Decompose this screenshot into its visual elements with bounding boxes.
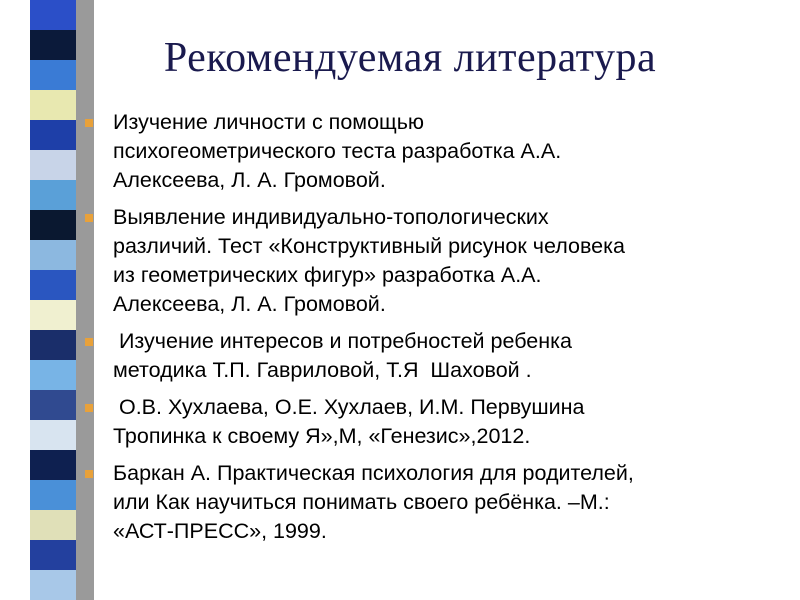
stripe-segment [30, 450, 76, 480]
bullet-icon [85, 338, 93, 346]
list-item-line: Тропинка к своему Я»,М, «Генезис»,2012. [113, 424, 531, 448]
list-item-line: различий. Тест «Конструктивный рисунок человека [113, 234, 625, 258]
literature-list [85, 108, 775, 554]
list-item [85, 108, 775, 195]
stripe-segment [30, 0, 76, 30]
list-item-line: Баркан А. Практическая психология для родителей, [113, 461, 634, 485]
stripe-segment [30, 330, 76, 360]
bullet-icon [85, 119, 93, 127]
list-item-line: О.В. Хухлаева, О.Е. Хухлаев, И.М. Первушина [113, 395, 585, 419]
stripe-segment [30, 150, 76, 180]
decorative-stripe-bar [0, 0, 95, 600]
stripe-segment [30, 540, 76, 570]
list-item-line: психогеометрического теста разработка А.А. [113, 139, 562, 163]
stripe-segment [30, 60, 76, 90]
stripe-segment [30, 270, 76, 300]
stripe-segment [30, 240, 76, 270]
list-item [85, 393, 775, 451]
stripe-segment [30, 120, 76, 150]
bullet-icon [85, 214, 93, 222]
bullet-icon [85, 470, 93, 478]
list-item-line: «АСТ-ПРЕСС», 1999. [113, 519, 327, 543]
stripe-column [30, 0, 76, 600]
list-item-line: Алексеева, Л. А. Громовой. [113, 168, 386, 192]
stripe-segment [30, 180, 76, 210]
stripe-segment [30, 90, 76, 120]
bullet-icon [85, 404, 93, 412]
list-item [85, 459, 775, 546]
slide-title: Рекомендуемая литература [163, 35, 657, 81]
list-item-line: Алексеева, Л. А. Громовой. [113, 292, 386, 316]
list-item-line: Выявление индивидуально-топологических [113, 205, 549, 229]
list-item [85, 203, 775, 319]
list-item-line: или Как научиться понимать своего ребёнка. –М.: [113, 490, 610, 514]
list-item-line: Изучение личности с помощью [113, 110, 425, 134]
stripe-segment [30, 360, 76, 390]
stripe-segment [30, 570, 76, 600]
list-item-line: из геометрических фигур» разработка А.А. [113, 263, 542, 287]
stripe-segment [30, 300, 76, 330]
stripe-segment [30, 420, 76, 450]
list-item-line: Изучение интересов и потребностей ребенка [113, 329, 572, 353]
stripe-segment [30, 210, 76, 240]
list-item [85, 327, 775, 385]
stripe-segment [30, 30, 76, 60]
stripe-segment [30, 390, 76, 420]
list-item-line: методика Т.П. Гавриловой, Т.Я Шаховой . [113, 358, 532, 382]
stripe-segment [30, 510, 76, 540]
stripe-segment [30, 480, 76, 510]
